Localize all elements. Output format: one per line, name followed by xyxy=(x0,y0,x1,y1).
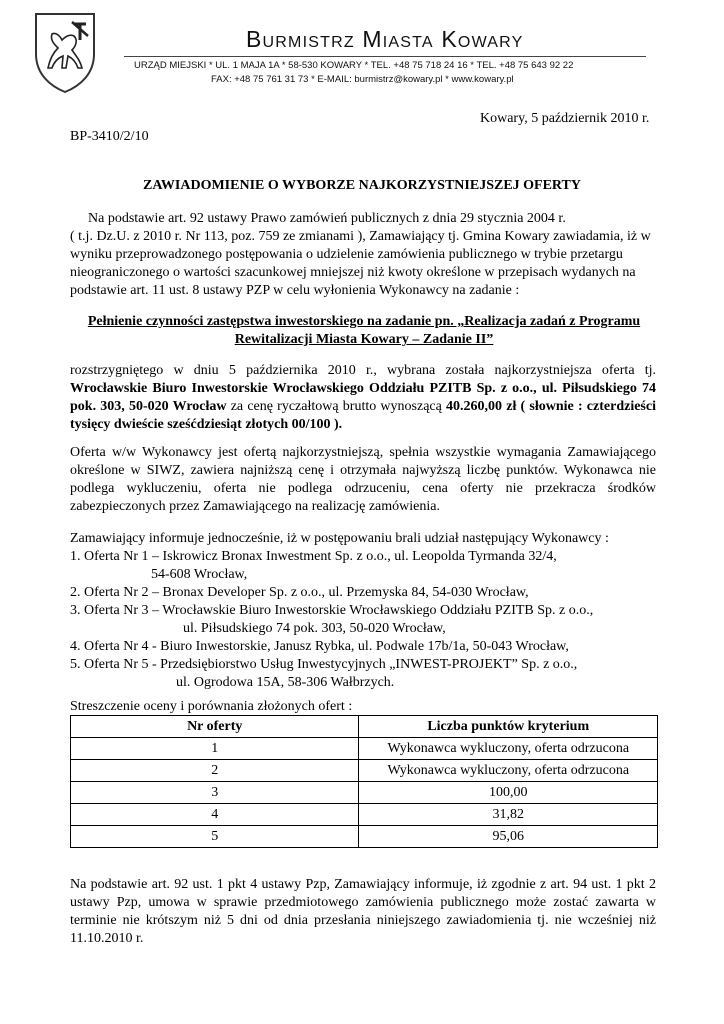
winner-name: Wrocławskie Biuro Inwestorskie Wrocławskiego Oddziału PZITB Sp. z o.o., ul. Piłsudskiego 74 pok. 303, 50-020 Wrocław xyxy=(70,381,656,414)
bidder-2: 2. Oferta Nr 2 – Bronax Developer Sp. z o.o., ul. Przemyska 84, 54-030 Wrocław, xyxy=(70,585,529,600)
summary-caption: Streszczenie oceny i porównania złożonych ofert : xyxy=(70,699,353,714)
reference-number: BP-3410/2/10 xyxy=(70,129,149,144)
offer-number-cell: 3 xyxy=(71,782,359,804)
town-crest-logo xyxy=(30,10,100,94)
winning-price: 40.260,00 zł ( słownie : czterdzieści tysięcy dwieście sześćdziesiąt złotych 00/100 ). xyxy=(70,399,656,432)
table-row xyxy=(71,804,658,826)
table-row xyxy=(71,760,658,782)
offer-number-cell: 4 xyxy=(71,804,359,826)
bidder-5-address: ul. Ogrodowa 15A, 58-306 Wałbrzych. xyxy=(176,675,395,690)
letterhead-title: Burmistrz Miasta Kowary xyxy=(246,26,524,52)
bidders-intro: Zamawiający informuje jednocześnie, iż w postępowaniu brali udział następujący Wykonawcy : xyxy=(70,531,609,546)
intro-paragraph xyxy=(70,210,656,300)
letterhead-divider xyxy=(124,56,646,57)
score-cell: Wykonawca wykluczony, oferta odrzucona xyxy=(359,760,658,782)
price-text: za cenę ryczałtową brutto wynoszącą xyxy=(226,399,447,414)
letterhead-contact-line-1: URZĄD MIEJSKI * UL. 1 MAJA 1A * 58-530 KOWARY * TEL. +48 75 718 24 16 * TEL. +48 75 643 92 22 xyxy=(134,60,574,71)
result-prefix: rozstrzygniętego w dniu 5 października 2010 r., wybrana została najkorzystniejsza oferta tj. xyxy=(70,363,656,378)
closing-paragraph: Na podstawie art. 92 ust. 1 pkt 4 ustawy Pzp, Zamawiający informuje, iż zgodnie z art. 94 ust. 1 pkt 2 ustawy Pzp, umowa w sprawie przedmiotowego zamówienia publicznego może zostać zawarta w terminie nie krótszym niż 5 dni od dnia przesłania niniejszego zawiadomienia tj. nie wcześniej niż 11.10.2010 r. xyxy=(70,877,656,946)
offer-number-cell: 5 xyxy=(71,826,359,848)
offers-score-table xyxy=(70,715,658,848)
header-offer-number: Nr oferty xyxy=(71,716,359,738)
score-cell: Wykonawca wykluczony, oferta odrzucona xyxy=(359,738,658,760)
offer-number-cell: 1 xyxy=(71,738,359,760)
score-cell: 95,06 xyxy=(359,826,658,848)
letterhead-contact-line-2: FAX: +48 75 761 31 73 * E-MAIL: burmistrz@kowary.pl * www.kowary.pl xyxy=(211,74,514,85)
table-header-row xyxy=(71,716,658,738)
intro-rest: ( t.j. Dz.U. z 2010 r. Nr 113, poz. 759 ze zmianami ), Zamawiający tj. Gmina Kowary zawiadamia, iż w wyniku przeprowadzonego postępowania o udzielenie zamówienia publicznego w trybie przetargu nieograniczonego o wartości szacunkowej mniejszej niż kwoty określone w przepisach wydanych na podstawie art. 11 ust. 8 ustawy PZP w celu wyłonienia Wykonawcy na zadanie : xyxy=(70,229,651,298)
header-score: Liczba punktów kryterium xyxy=(359,716,658,738)
score-cell: 31,82 xyxy=(359,804,658,826)
intro-first-line: Na podstawie art. 92 ustawy Prawo zamówień publicznych z dnia 29 stycznia 2004 r. xyxy=(88,211,566,226)
score-cell: 100,00 xyxy=(359,782,658,804)
bidder-3-address: ul. Piłsudskiego 74 pok. 303, 50-020 Wrocław, xyxy=(183,621,446,636)
bidder-4: 4. Oferta Nr 4 - Biuro Inwestorskie, Janusz Rybka, ul. Podwale 17b/1a, 50-043 Wrocław, xyxy=(70,639,569,654)
result-paragraph xyxy=(70,362,656,434)
bidder-1: 1. Oferta Nr 1 – Iskrowicz Bronax Inwestment Sp. z o.o., ul. Leopolda Tyrmanda 32/4, xyxy=(70,549,557,564)
document-heading: ZAWIADOMIENIE O WYBORZE NAJKORZYSTNIEJSZEJ OFERTY xyxy=(143,178,581,193)
bidder-1-address: 54-608 Wrocław, xyxy=(151,567,248,582)
place-date: Kowary, 5 październik 2010 r. xyxy=(480,111,650,126)
bidder-3: 3. Oferta Nr 3 – Wrocławskie Biuro Inwestorskie Wrocławskiego Oddziału PZITB Sp. z o.o., xyxy=(70,603,594,618)
table-row xyxy=(71,826,658,848)
table-row xyxy=(71,738,658,760)
task-title: Pełnienie czynności zastępstwa inwestorskiego na zadanie pn. „Realizacja zadań z Programu Rewitalizacji Miasta Kowary – Zadanie II” xyxy=(87,314,641,347)
bidder-5: 5. Oferta Nr 5 - Przedsiębiorstwo Usług Inwestycyjnych „INWEST-PROJEKT” Sp. z o.o., xyxy=(70,657,578,672)
offer-number-cell: 2 xyxy=(71,760,359,782)
table-row xyxy=(71,782,658,804)
justification-paragraph: Oferta w/w Wykonawcy jest ofertą najkorzystniejszą, spełnia wszystkie wymagania Zamawiającego określone w SIWZ, zawiera najniższą cenę i otrzymała najwyższą liczbę punktów. Wykonawca nie podlega wykluczeniu, oferta nie podlega odrzuceniu, cena oferty nie przekracza środków zabezpieczonych przez Zamawiającego na realizację zamówienia. xyxy=(70,445,656,514)
